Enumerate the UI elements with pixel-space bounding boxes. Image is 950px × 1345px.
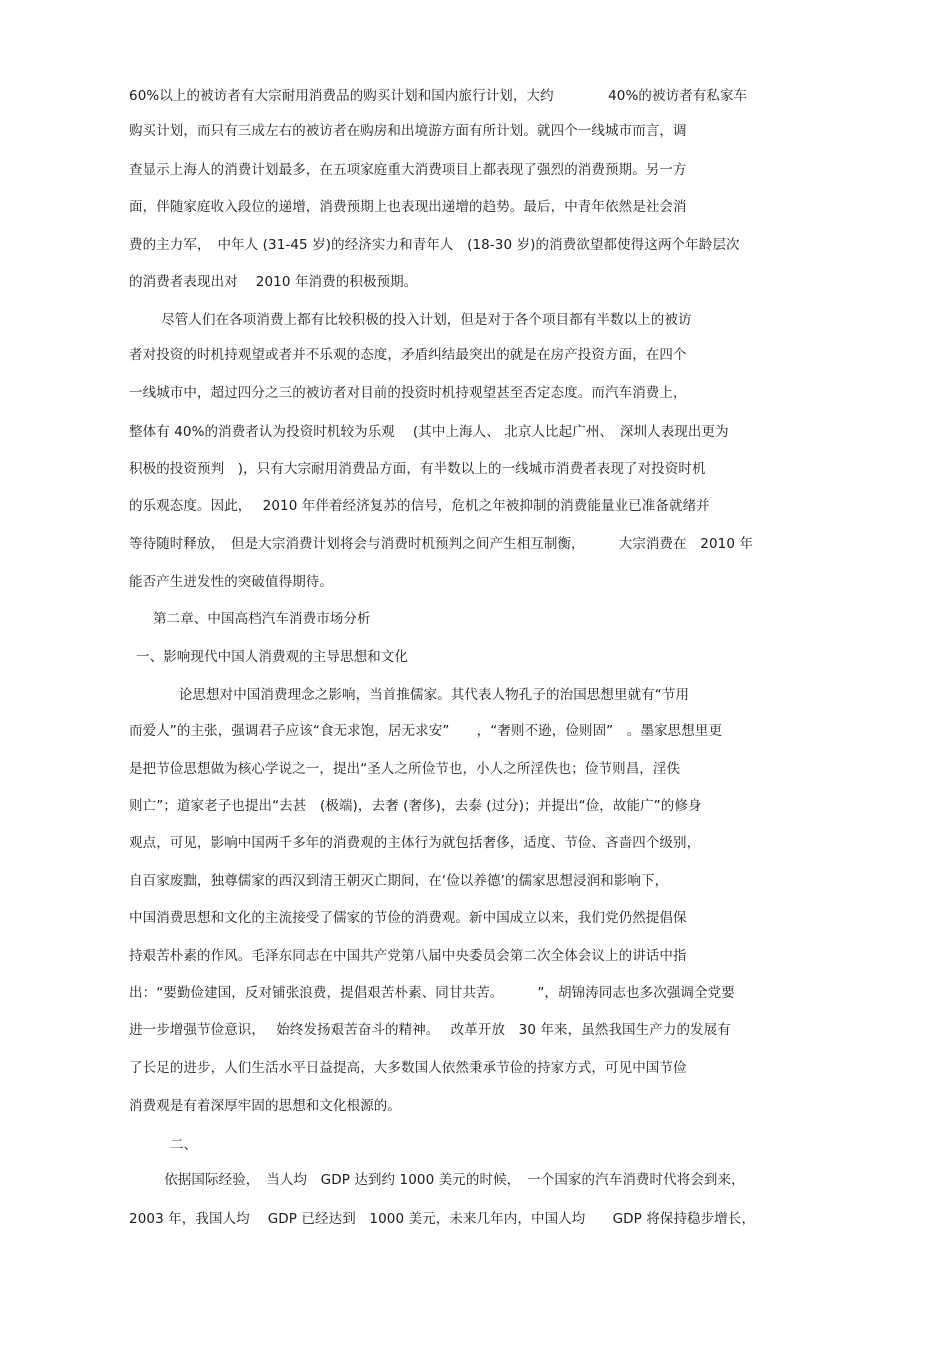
text-line: 整体有 40%的消费者认为投资时机较为乐观 (其中上海人、 北京人比起广州、 深圳人表现出更为 [129,424,729,440]
text-line: 消费观是有着深厚牢固的思想和文化根源的。 [129,1098,401,1114]
text-line: 则亡”；道家老子也提出“去甚 (极端)，去奢 (奢侈)，去泰 (过分)；并提出“俭，故能广”的修身 [129,798,702,814]
text-line: 购买计划，而只有三成左右的被访者在购房和出境游方面有所计划。就四个一线城市而言，调 [129,123,687,139]
text-line: 进一步增强节俭意识， 始终发扬艰苦奋斗的精神。 改革开放 30 年来，虽然我国生产力的发展有 [129,1022,731,1038]
text-line: 的乐观态度。因此， 2010 年伴着经济复苏的信号，危机之年被抑制的消费能量业已准备就绪并 [129,498,710,514]
text-line: 依据国际经验， 当人均 GDP 达到约 1000 美元的时候， 一个国家的汽车消费时代将会到来， [137,1172,745,1188]
chapter-heading: 第二章、中国高档汽车消费市场分析 [153,611,371,627]
text-line: 等待随时释放， 但是大宗消费计划将会与消费时机预判之间产生相互制衡， 大宗消费在 2010 年 [129,536,754,552]
text-line: 费的主力军， 中年人 (31-45 岁)的经济实力和青年人 (18-30 岁)的消费欲望都使得这两个年龄层次 [129,237,740,253]
text-line: 面，伴随家庭收入段位的递增，消费预期上也表现出递增的趋势。最后，中青年依然是社会消 [129,199,687,215]
text-line: 自百家废黜，独尊儒家的西汉到清王朝灭亡期间，在‘俭以养德’的儒家思想浸润和影响下， [129,873,669,889]
text-line: 而爱人”的主张，强调君子应该“食无求饱，居无求安” ，“奢则不逊，俭则固” 。墨家思想里更 [129,723,723,739]
text-line: 尽管人们在各项消费上都有比较积极的投入计划，但是对于各个项目都有半数以上的被访 [134,312,692,328]
section-heading: 二、 [170,1137,198,1153]
text-line: 是把节俭思想做为核心学说之一，提出“圣人之所俭节也，小人之所淫佚也；俭节则昌，淫佚 [129,761,681,777]
text-line: 2003 年，我国人均 GDP 已经达到 1000 美元，未来几年内，中国人均 GDP 将保持稳步增长， [129,1211,756,1227]
text-line: 查显示上海人的消费计划最多，在五项家庭重大消费项目上都表现了强烈的消费预期。另一方 [129,162,687,178]
text-line: 一线城市中，超过四分之三的被访者对目前的投资时机持观望甚至否定态度。而汽车消费上， [129,385,687,401]
text-line: 积极的投资预判 )，只有大宗耐用消费品方面，有半数以上的一线城市消费者表现了对投资时机 [129,461,706,477]
text-line: 观点，可见，影响中国两千多年的消费观的主体行为就包括奢侈，适度、节俭、吝啬四个级别， [129,835,701,851]
text-line: 中国消费思想和文化的主流接受了儒家的节俭的消费观。新中国成立以来，我们党仍然提倡保 [129,910,687,926]
text-line: 了长足的进步，人们生活水平日益提高，大多数国人依然秉承节俭的持家方式，可见中国节俭 [129,1060,687,1076]
text-line: 的消费者表现出对 2010 年消费的积极预期。 [129,274,418,290]
text-line: 者对投资的时机持观望或者并不乐观的态度，矛盾纠结最突出的就是在房产投资方面，在四个 [129,347,687,363]
text-line: 60%以上的被访者有大宗耐用消费品的购买计划和国内旅行计划，大约 40%的被访者有私家车 [129,88,748,104]
text-line: 能否产生迸发性的突破值得期待。 [129,574,333,590]
section-heading: 一、影响现代中国人消费观的主导思想和文化 [136,649,408,665]
text-line: 持艰苦朴素的作风。毛泽东同志在中国共产党第八届中央委员会第二次全体会议上的讲话中指 [129,948,687,964]
text-line: 论思想对中国消费理念之影响，当首推儒家。其代表人物孔子的治国思想里就有“节用 [138,687,690,703]
text-line: 出：“要勤俭建国，反对铺张浪费，提倡艰苦朴素、同甘共苦。 ”，胡锦涛同志也多次强调全党要 [129,985,735,1001]
